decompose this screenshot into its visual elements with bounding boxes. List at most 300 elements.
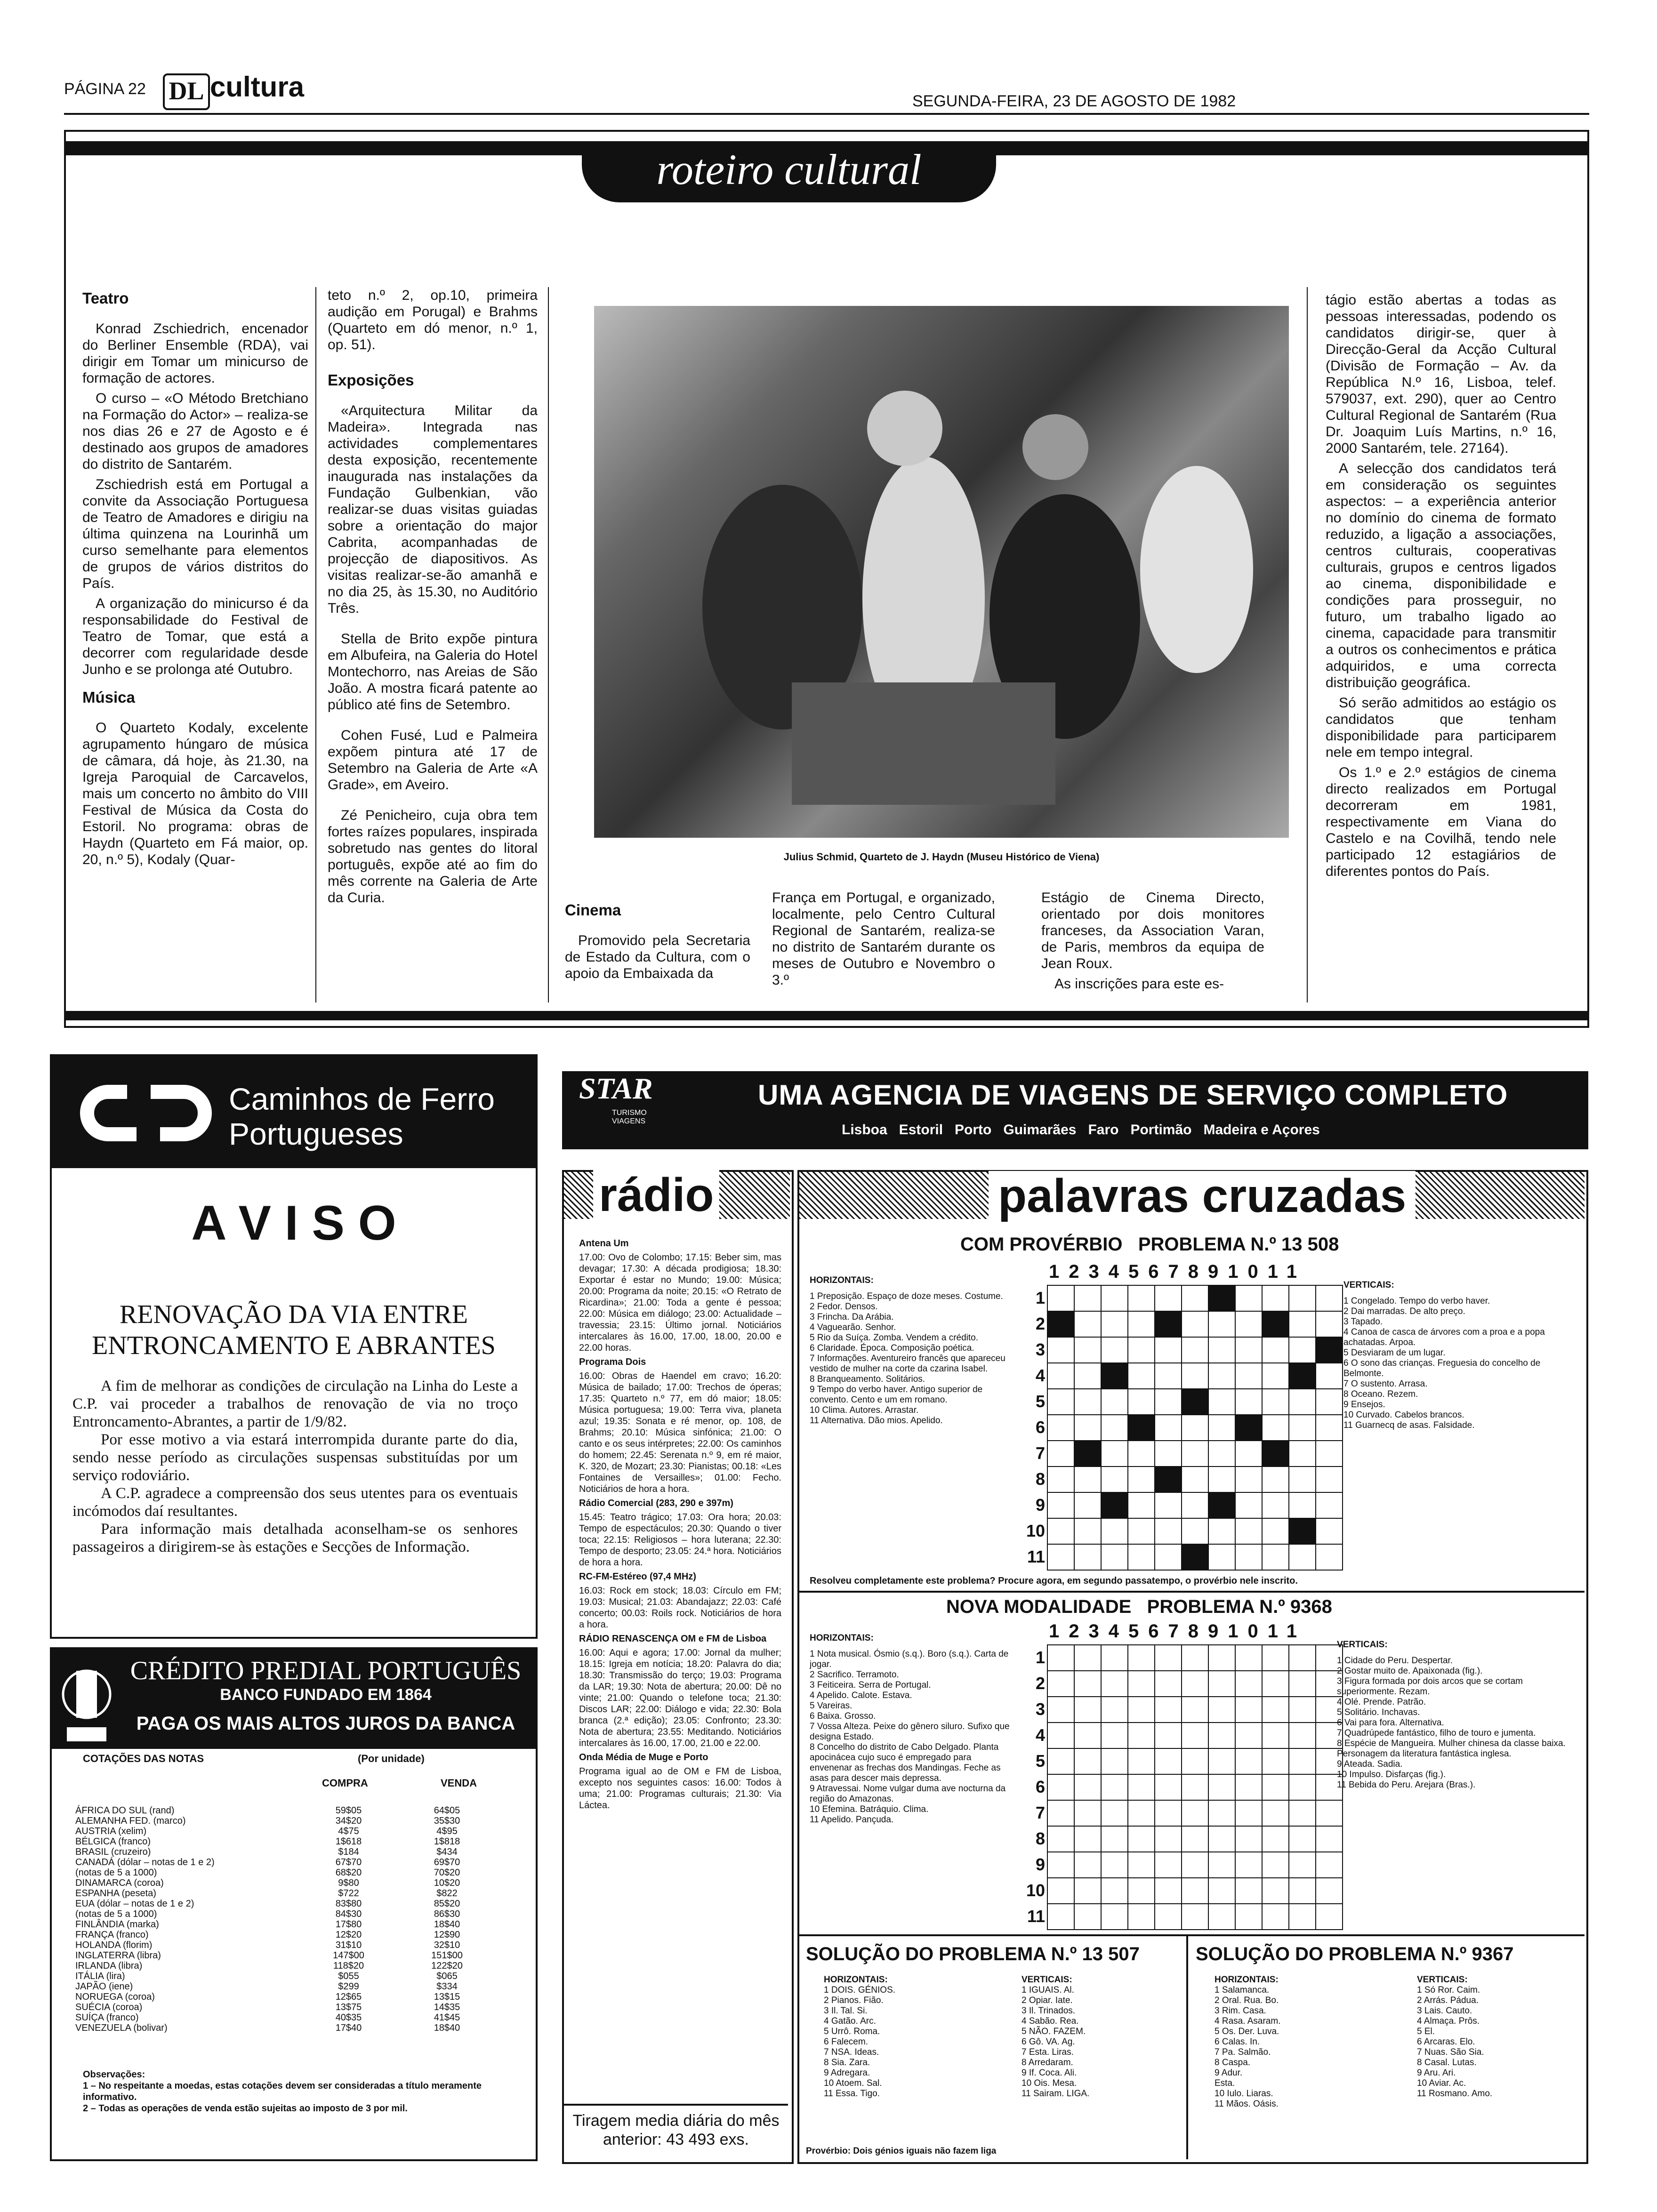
grid-cell[interactable] xyxy=(1235,1389,1262,1415)
grid-cell[interactable] xyxy=(1235,1363,1262,1389)
grid-cell[interactable] xyxy=(1235,1826,1262,1852)
grid-cell[interactable] xyxy=(1074,1774,1101,1800)
grid-cell[interactable] xyxy=(1289,1645,1316,1671)
grid-cell[interactable] xyxy=(1128,1415,1155,1441)
grid-cell[interactable] xyxy=(1101,1285,1128,1311)
grid-cell[interactable] xyxy=(1101,1311,1128,1337)
grid-cell[interactable] xyxy=(1155,1311,1182,1337)
grid-cell[interactable] xyxy=(1074,1337,1101,1363)
grid-cell[interactable] xyxy=(1047,1904,1074,1930)
grid-cell[interactable] xyxy=(1316,1389,1343,1415)
grid-cell[interactable] xyxy=(1208,1363,1235,1389)
grid-cell[interactable] xyxy=(1128,1852,1155,1878)
grid-cell[interactable] xyxy=(1235,1518,1262,1544)
grid-cell[interactable] xyxy=(1289,1544,1316,1570)
grid-cell[interactable] xyxy=(1208,1645,1235,1671)
grid-cell[interactable] xyxy=(1128,1363,1155,1389)
grid-cell[interactable] xyxy=(1074,1518,1101,1544)
grid-cell[interactable] xyxy=(1101,1748,1128,1774)
grid-cell[interactable] xyxy=(1182,1671,1208,1697)
grid-cell[interactable] xyxy=(1047,1363,1074,1389)
grid-cell[interactable] xyxy=(1101,1800,1128,1826)
grid-cell[interactable] xyxy=(1101,1904,1128,1930)
grid-cell[interactable] xyxy=(1262,1544,1289,1570)
grid-cell[interactable] xyxy=(1155,1878,1182,1904)
grid-cell[interactable] xyxy=(1208,1467,1235,1492)
clue-item: 9 Atravessai. Nome vulgar duma ave nocturna da região do Amazonas. xyxy=(810,1784,1006,1804)
grid-cell[interactable] xyxy=(1262,1467,1289,1492)
grid-row-number: 3 xyxy=(1035,1340,1045,1359)
p1-v-head: VERTICAIS: xyxy=(1343,1280,1394,1290)
grid-cell[interactable] xyxy=(1047,1826,1074,1852)
grid-cell[interactable] xyxy=(1208,1389,1235,1415)
grid-cell[interactable] xyxy=(1289,1518,1316,1544)
grid-cell[interactable] xyxy=(1262,1800,1289,1826)
clue-item: 6 O sono das crianças. Freguesia do concelho de Belmonte. xyxy=(1343,1358,1541,1378)
grid-cell[interactable] xyxy=(1235,1748,1262,1774)
grid-cell[interactable] xyxy=(1101,1852,1128,1878)
grid-cell[interactable] xyxy=(1074,1363,1101,1389)
grid-cell[interactable] xyxy=(1074,1878,1101,1904)
grid-cell[interactable] xyxy=(1316,1337,1343,1363)
clue-item: 1 DOIS. GÉNIOS. xyxy=(824,1985,896,1995)
grid-cell[interactable] xyxy=(1208,1285,1235,1311)
grid-cell[interactable] xyxy=(1208,1878,1235,1904)
grid-cell[interactable] xyxy=(1101,1441,1128,1467)
grid-cell[interactable] xyxy=(1182,1467,1208,1492)
grid-cell[interactable] xyxy=(1316,1441,1343,1467)
grid-cell[interactable] xyxy=(1128,1389,1155,1415)
clue-item: 5 Desviaram de um lugar. xyxy=(1343,1348,1446,1358)
grid-cell[interactable] xyxy=(1316,1826,1343,1852)
grid-cell[interactable] xyxy=(1235,1337,1262,1363)
grid-cell[interactable] xyxy=(1182,1904,1208,1930)
grid-cell[interactable] xyxy=(1074,1671,1101,1697)
grid-cell[interactable] xyxy=(1235,1311,1262,1337)
grid-cell[interactable] xyxy=(1155,1518,1182,1544)
grid-cell[interactable] xyxy=(1101,1878,1128,1904)
clue-item: 4 Almaça. Prôs. xyxy=(1417,2016,1480,2026)
grid-cell[interactable] xyxy=(1074,1826,1101,1852)
p1-title: COM PROVÉRBIO PROBLEMA N.º 13 508 xyxy=(960,1234,1339,1255)
grid-cell[interactable] xyxy=(1235,1800,1262,1826)
clue-item: 10 Ois. Mesa. xyxy=(1022,2078,1077,2088)
grid-cell[interactable] xyxy=(1128,1645,1155,1671)
grid-cell[interactable] xyxy=(1155,1492,1182,1518)
grid-cell[interactable] xyxy=(1101,1774,1128,1800)
grid-cell[interactable] xyxy=(1235,1645,1262,1671)
grid-cell[interactable] xyxy=(1182,1415,1208,1441)
grid-cell[interactable] xyxy=(1128,1544,1155,1570)
clue-item: 9 Ensejos. xyxy=(1343,1400,1385,1410)
grid-cell[interactable] xyxy=(1182,1337,1208,1363)
antena-text: 17.00: Ovo de Colombo; 17.15: Beber sim, mas devagar; 17.30: A década prodigiosa; 18.30: Exportar é estar no Mundo; 19.00: Música; 20.00: Programa da noite; 20.15: «O Retrato de Ricardina»; 21.00: Toda a gente é pessoa; 22.00: Música em diálogo; 23.00: Actualidade – travessia; 23.15: Último jornal. Noticiários intercalares às 16.00, 17.00, 18.00, 20.00 e 22.00 horas. xyxy=(579,1252,781,1353)
star-cities: Lisboa Estoril Porto Guimarães Faro Portimão Madeira e Açores xyxy=(842,1122,1320,1138)
cpp-rates-table xyxy=(72,1805,496,2033)
grid-cell[interactable] xyxy=(1262,1492,1289,1518)
grid-cell[interactable] xyxy=(1128,1285,1155,1311)
grid-cell[interactable] xyxy=(1047,1748,1074,1774)
grid-cell[interactable] xyxy=(1289,1671,1316,1697)
grid-cell[interactable] xyxy=(1047,1389,1074,1415)
rate-row xyxy=(72,1847,496,1857)
grid-cell[interactable] xyxy=(1262,1311,1289,1337)
grid-cell[interactable] xyxy=(1074,1800,1101,1826)
grid-cell[interactable] xyxy=(1289,1285,1316,1311)
grid-cell[interactable] xyxy=(1182,1492,1208,1518)
grid-cell[interactable] xyxy=(1155,1337,1182,1363)
grid-cell[interactable] xyxy=(1074,1852,1101,1878)
grid-cell[interactable] xyxy=(1047,1285,1074,1311)
grid-cell[interactable] xyxy=(1182,1285,1208,1311)
grid-cell[interactable] xyxy=(1289,1748,1316,1774)
grid-cell[interactable] xyxy=(1316,1878,1343,1904)
grid-cell[interactable] xyxy=(1101,1645,1128,1671)
grid-cell[interactable] xyxy=(1208,1518,1235,1544)
page-number: PÁGINA 22 xyxy=(64,80,146,98)
grid-cell[interactable] xyxy=(1262,1518,1289,1544)
clue-item: 7 Vossa Alteza. Peixe do gênero siluro. Sufixo que designa Estado. xyxy=(810,1722,1010,1742)
grid-cell[interactable] xyxy=(1047,1852,1074,1878)
grid-cell[interactable] xyxy=(1208,1826,1235,1852)
grid-cell[interactable] xyxy=(1047,1878,1074,1904)
grid-cell[interactable] xyxy=(1262,1904,1289,1930)
grid-cell[interactable] xyxy=(1074,1904,1101,1930)
expo-p4: Zé Penicheiro, cuja obra tem fortes raízes populares, inspirada sobretudo nas gentes do litoral português, expõe até ao fim do mês corrente na Galeria de Arte da Curia. xyxy=(328,808,538,906)
grid-cell[interactable] xyxy=(1128,1774,1155,1800)
grid-cell[interactable] xyxy=(1047,1544,1074,1570)
grid-cell[interactable] xyxy=(1208,1441,1235,1467)
clue-item: 8 Caspa. xyxy=(1215,2058,1251,2068)
clue-item: 6 Falecem. xyxy=(824,2037,868,2047)
grid-cell[interactable] xyxy=(1289,1774,1316,1800)
grid-cell[interactable] xyxy=(1262,1363,1289,1389)
grid-cell[interactable] xyxy=(1208,1723,1235,1748)
grid-cell[interactable] xyxy=(1128,1904,1155,1930)
grid-cell[interactable] xyxy=(1074,1723,1101,1748)
grid-cell[interactable] xyxy=(1235,1852,1262,1878)
grid-cell[interactable] xyxy=(1208,1492,1235,1518)
grid-cell[interactable] xyxy=(1262,1748,1289,1774)
grid-cell[interactable] xyxy=(1101,1415,1128,1441)
grid-cell[interactable] xyxy=(1262,1671,1289,1697)
grid-cell[interactable] xyxy=(1208,1852,1235,1878)
grid-cell[interactable] xyxy=(1047,1723,1074,1748)
rate-venda: $434 xyxy=(436,1847,458,1857)
grid-cell[interactable] xyxy=(1316,1467,1343,1492)
p2-verticais xyxy=(1337,1640,1569,1790)
grid-cell[interactable] xyxy=(1074,1748,1101,1774)
grid-cell[interactable] xyxy=(1182,1800,1208,1826)
grid-cell[interactable] xyxy=(1208,1800,1235,1826)
grid-cell[interactable] xyxy=(1235,1441,1262,1467)
grid-cell[interactable] xyxy=(1047,1518,1074,1544)
cp-brand xyxy=(229,1082,495,1151)
grid-row xyxy=(1047,1389,1343,1415)
grid-cell[interactable] xyxy=(1262,1826,1289,1852)
grid-cell[interactable] xyxy=(1289,1800,1316,1826)
grid-cell[interactable] xyxy=(1182,1852,1208,1878)
grid-cell[interactable] xyxy=(1074,1311,1101,1337)
grid-cell[interactable] xyxy=(1182,1748,1208,1774)
grid-cell[interactable] xyxy=(1101,1337,1128,1363)
grid-cell[interactable] xyxy=(1289,1467,1316,1492)
grid-cell[interactable] xyxy=(1262,1441,1289,1467)
grid-cell[interactable] xyxy=(1155,1645,1182,1671)
rate-compra: 12$65 xyxy=(335,1992,362,2002)
grid-cell[interactable] xyxy=(1155,1800,1182,1826)
grid-cell[interactable] xyxy=(1262,1415,1289,1441)
grid-cell[interactable] xyxy=(1128,1671,1155,1697)
grid-cell[interactable] xyxy=(1208,1544,1235,1570)
grid-cell[interactable] xyxy=(1047,1774,1074,1800)
musica-heading: Música xyxy=(82,689,135,706)
rate-venda: 14$35 xyxy=(434,2002,460,2012)
grid-cell[interactable] xyxy=(1128,1878,1155,1904)
grid-cell[interactable] xyxy=(1128,1697,1155,1723)
grid-cell[interactable] xyxy=(1128,1337,1155,1363)
grid-cell[interactable] xyxy=(1262,1852,1289,1878)
grid-cell[interactable] xyxy=(1101,1389,1128,1415)
grid-cell[interactable] xyxy=(1235,1723,1262,1748)
grid-cell[interactable] xyxy=(1316,1311,1343,1337)
grid-cell[interactable] xyxy=(1235,1904,1262,1930)
grid-cell[interactable] xyxy=(1128,1467,1155,1492)
star-logo: STAR xyxy=(579,1072,653,1105)
grid-cell[interactable] xyxy=(1128,1311,1155,1337)
grid-cell[interactable] xyxy=(1208,1415,1235,1441)
grid-cell[interactable] xyxy=(1289,1852,1316,1878)
grid-cell[interactable] xyxy=(1182,1697,1208,1723)
grid-cell[interactable] xyxy=(1316,1415,1343,1441)
grid-cell[interactable] xyxy=(1235,1774,1262,1800)
grid-cell[interactable] xyxy=(1316,1363,1343,1389)
grid-row xyxy=(1047,1748,1343,1774)
grid-cell[interactable] xyxy=(1182,1723,1208,1748)
grid-cell[interactable] xyxy=(1208,1337,1235,1363)
grid-cell[interactable] xyxy=(1235,1697,1262,1723)
grid-cell[interactable] xyxy=(1101,1723,1128,1748)
grid-cell[interactable] xyxy=(1074,1441,1101,1467)
clue-item: 11 Apelido. Pançuda. xyxy=(810,1815,894,1825)
cp-title xyxy=(52,1299,536,1361)
grid-cell[interactable] xyxy=(1074,1389,1101,1415)
grid-cell[interactable] xyxy=(1074,1697,1101,1723)
grid-cell[interactable] xyxy=(1316,1544,1343,1570)
grid-cell[interactable] xyxy=(1182,1441,1208,1467)
grid-cell[interactable] xyxy=(1316,1518,1343,1544)
grid-cell[interactable] xyxy=(1262,1389,1289,1415)
grid-row xyxy=(1047,1671,1343,1697)
rate-currency: NORUEGA (coroa) xyxy=(75,1992,155,2002)
clue-item: 10 Iulo. Liaras. xyxy=(1215,2089,1273,2099)
grid-cell[interactable] xyxy=(1047,1671,1074,1697)
grid-cell[interactable] xyxy=(1182,1826,1208,1852)
rate-venda: 35$30 xyxy=(434,1816,460,1826)
grid-cell[interactable] xyxy=(1208,1904,1235,1930)
clue-item: 5 Os. Der. Luva. xyxy=(1215,2027,1279,2036)
grid-cell[interactable] xyxy=(1155,1852,1182,1878)
grid-cell[interactable] xyxy=(1289,1878,1316,1904)
grid-cell[interactable] xyxy=(1047,1311,1074,1337)
rate-currency: FRANÇA (franco) xyxy=(75,1930,149,1940)
grid-cell[interactable] xyxy=(1262,1285,1289,1311)
clue-item: 7 O sustento. Arrasa. xyxy=(1343,1379,1428,1389)
grid-cell[interactable] xyxy=(1047,1492,1074,1518)
grid-cell[interactable] xyxy=(1047,1645,1074,1671)
grid-cell[interactable] xyxy=(1208,1311,1235,1337)
grid-cell[interactable] xyxy=(1074,1645,1101,1671)
cp-p1: A fim de melhorar as condições de circulação na Linha do Leste a C.P. vai proceder a trabalhos de renovação de via no troço Entroncamento-Abrantes, a partir de 1/9/82. xyxy=(72,1378,518,1430)
grid-cell[interactable] xyxy=(1182,1311,1208,1337)
grid-cell[interactable] xyxy=(1128,1441,1155,1467)
rate-venda: 69$70 xyxy=(434,1857,460,1867)
clue-item: 6 Vai para fora. Alternativa. xyxy=(1337,1718,1444,1728)
sol2-h xyxy=(1215,1975,1375,2109)
grid-cell[interactable] xyxy=(1047,1415,1074,1441)
grid-cell[interactable] xyxy=(1047,1467,1074,1492)
grid-cell[interactable] xyxy=(1101,1826,1128,1852)
grid-cell[interactable] xyxy=(1235,1492,1262,1518)
grid-cell[interactable] xyxy=(1155,1904,1182,1930)
radio-listings xyxy=(579,1238,781,1814)
grid-cell[interactable] xyxy=(1182,1544,1208,1570)
rate-currency: BRASIL (cruzeiro) xyxy=(75,1847,151,1857)
grid-cell[interactable] xyxy=(1208,1774,1235,1800)
grid-cell[interactable] xyxy=(1235,1878,1262,1904)
clue-item: 2 Dai marradas. De alto preço. xyxy=(1343,1306,1465,1316)
rate-compra: $299 xyxy=(338,1981,359,1992)
clue-item: 7 Quadrúpede fantástico, filho de touro e jumenta. xyxy=(1337,1728,1536,1738)
grid-cell[interactable] xyxy=(1289,1337,1316,1363)
grid-cell[interactable] xyxy=(1047,1441,1074,1467)
p2-title: NOVA MODALIDADE PROBLEMA N.º 9368 xyxy=(946,1596,1332,1617)
grid-cell[interactable] xyxy=(1155,1774,1182,1800)
rate-currency: (notas de 5 a 1000) xyxy=(75,1867,157,1878)
grid-cell[interactable] xyxy=(1235,1467,1262,1492)
grid-cell[interactable] xyxy=(1128,1748,1155,1774)
grid-row-number: 5 xyxy=(1035,1392,1045,1411)
grid-cell[interactable] xyxy=(1289,1723,1316,1748)
grid-cell[interactable] xyxy=(1047,1800,1074,1826)
grid-cell[interactable] xyxy=(1208,1671,1235,1697)
grid-row xyxy=(1047,1826,1343,1852)
grid-row-number: 11 xyxy=(1027,1907,1045,1926)
grid-cell[interactable] xyxy=(1101,1492,1128,1518)
rate-compra: $184 xyxy=(338,1847,359,1857)
comercial-head: Rádio Comercial (283, 290 e 397m) xyxy=(579,1498,733,1508)
grid-cell[interactable] xyxy=(1101,1671,1128,1697)
grid-cell[interactable] xyxy=(1235,1544,1262,1570)
grid-cell[interactable] xyxy=(1128,1492,1155,1518)
grid-cell[interactable] xyxy=(1101,1467,1128,1492)
grid-cell[interactable] xyxy=(1262,1697,1289,1723)
grid-cell[interactable] xyxy=(1047,1697,1074,1723)
grid-cell[interactable] xyxy=(1289,1415,1316,1441)
grid-cell[interactable] xyxy=(1074,1544,1101,1570)
grid-cell[interactable] xyxy=(1316,1904,1343,1930)
grid-cell[interactable] xyxy=(1182,1645,1208,1671)
solutions-divider xyxy=(799,1934,1585,1936)
grid-cell[interactable] xyxy=(1182,1878,1208,1904)
grid-cell[interactable] xyxy=(1262,1337,1289,1363)
photo-caption: Julius Schmid, Quarteto de J. Haydn (Museu Histórico de Viena) xyxy=(783,851,1100,863)
grid-cell[interactable] xyxy=(1155,1441,1182,1467)
grid-cell[interactable] xyxy=(1182,1363,1208,1389)
grid-cell[interactable] xyxy=(1155,1826,1182,1852)
grid-cell[interactable] xyxy=(1101,1544,1128,1570)
grid-cell[interactable] xyxy=(1235,1671,1262,1697)
grid-cell[interactable] xyxy=(1101,1518,1128,1544)
grid-cell[interactable] xyxy=(1289,1904,1316,1930)
expo-p3: Cohen Fusé, Lud e Palmeira expõem pintura até 17 de Setembro na Galeria de Arte «A Grade», em Aveiro. xyxy=(328,728,538,793)
grid-cell[interactable] xyxy=(1289,1826,1316,1852)
grid-cell[interactable] xyxy=(1235,1415,1262,1441)
grid-cell[interactable] xyxy=(1128,1723,1155,1748)
grid-cell[interactable] xyxy=(1128,1800,1155,1826)
cp-p3: A C.P. agradece a compreensão dos seus utentes para os eventuais incómodos daí resultantes. xyxy=(72,1485,518,1520)
grid-cell[interactable] xyxy=(1262,1774,1289,1800)
p1-grid xyxy=(1047,1285,1343,1571)
grid-cell[interactable] xyxy=(1155,1415,1182,1441)
rate-compra: 83$80 xyxy=(335,1899,362,1909)
p2-horizontais xyxy=(810,1633,1012,1825)
grid-cell[interactable] xyxy=(1235,1285,1262,1311)
grid-cell[interactable] xyxy=(1155,1697,1182,1723)
grid-cell[interactable] xyxy=(1047,1337,1074,1363)
grid-cell[interactable] xyxy=(1289,1492,1316,1518)
grid-cell[interactable] xyxy=(1101,1697,1128,1723)
grid-cell[interactable] xyxy=(1074,1415,1101,1441)
clue-item: 10 Clima. Autores. Arrastar. xyxy=(810,1405,919,1415)
grid-cell[interactable] xyxy=(1208,1697,1235,1723)
grid-cell[interactable] xyxy=(1155,1748,1182,1774)
roteiro-col2 xyxy=(328,287,538,910)
grid-cell[interactable] xyxy=(1074,1467,1101,1492)
cpp-logo-icon xyxy=(57,1652,116,1746)
grid-cell[interactable] xyxy=(1155,1671,1182,1697)
grid-cell[interactable] xyxy=(1155,1285,1182,1311)
grid-cell[interactable] xyxy=(1182,1774,1208,1800)
grid-cell[interactable] xyxy=(1289,1389,1316,1415)
grid-cell[interactable] xyxy=(1128,1826,1155,1852)
grid-cell[interactable] xyxy=(1289,1697,1316,1723)
grid-cell[interactable] xyxy=(1316,1852,1343,1878)
grid-cell[interactable] xyxy=(1262,1645,1289,1671)
grid-cell[interactable] xyxy=(1155,1723,1182,1748)
grid-cell[interactable] xyxy=(1074,1285,1101,1311)
grid-cell[interactable] xyxy=(1316,1492,1343,1518)
grid-cell[interactable] xyxy=(1262,1878,1289,1904)
grid-cell[interactable] xyxy=(1155,1389,1182,1415)
rate-compra: 147$00 xyxy=(333,1950,364,1961)
grid-cell[interactable] xyxy=(1289,1311,1316,1337)
grid-cell[interactable] xyxy=(1262,1723,1289,1748)
grid-cell[interactable] xyxy=(1182,1518,1208,1544)
grid-cell[interactable] xyxy=(1316,1285,1343,1311)
grid-cell[interactable] xyxy=(1155,1467,1182,1492)
grid-cell[interactable] xyxy=(1182,1389,1208,1415)
grid-cell[interactable] xyxy=(1316,1800,1343,1826)
grid-cell[interactable] xyxy=(1208,1748,1235,1774)
grid-cell[interactable] xyxy=(1101,1363,1128,1389)
grid-cell[interactable] xyxy=(1289,1363,1316,1389)
grid-cell[interactable] xyxy=(1289,1441,1316,1467)
grid-cell[interactable] xyxy=(1155,1544,1182,1570)
grid-cell[interactable] xyxy=(1155,1363,1182,1389)
grid-cell[interactable] xyxy=(1128,1518,1155,1544)
grid-cell[interactable] xyxy=(1074,1492,1101,1518)
